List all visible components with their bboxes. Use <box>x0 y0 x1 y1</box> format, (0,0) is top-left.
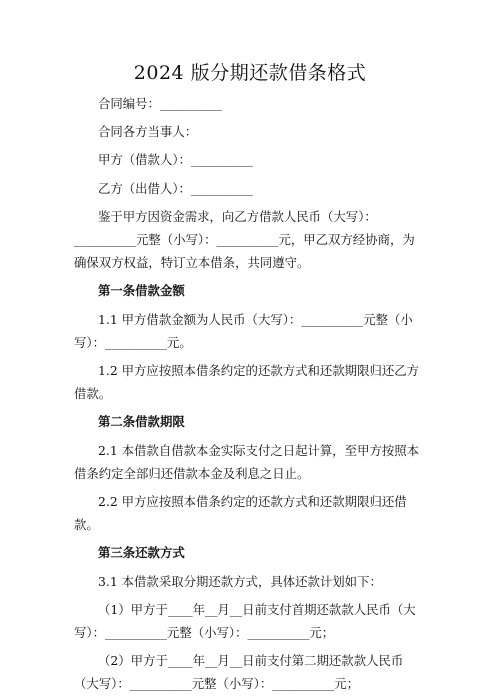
installment-1: （1）甲方于____年__月__日前支付首期还款款人民币（大写）：__________元整（小写）：__________元； <box>74 601 416 641</box>
clause-3-1: 3.1 本借款采取分期还款方式，具体还款计划如下： <box>98 573 382 589</box>
parties-heading: 合同各方当事人： <box>98 124 198 140</box>
contract-number-line: 合同编号：__________ <box>98 96 222 111</box>
section-1-heading: 第一条借款金额 <box>98 283 185 299</box>
document-title: 2024 版分期还款借条格式 <box>133 62 367 84</box>
clause-1-1: 1.1 甲方借款金额为人民币（大写）：__________元整（小写）：__________元。 <box>74 311 413 350</box>
clause-2-2: 2.2 甲方应按照本借条约定的还款方式和还款期限归还借款。 <box>74 494 407 533</box>
installment-2: （2）甲方于____年__月__日前支付第二期还款款人民币（大写）：__________元整（小写）：__________元； <box>74 653 404 692</box>
clause-1-2: 1.2 甲方应按照本借条约定的还款方式和还款期限归还乙方借款。 <box>74 363 420 402</box>
section-3-heading: 第三条还款方式 <box>98 545 185 561</box>
party-a-line: 甲方（借款人）：__________ <box>98 152 253 168</box>
preamble-paragraph: 鉴于甲方因资金需求，向乙方借款人民币（大写）：__________元整（小写）：__________元，甲乙双方经协商，为确保双方权益，特订立本借条，共同遵守。 <box>74 208 415 271</box>
section-2-heading: 第二条借款期限 <box>98 414 185 430</box>
party-b-line: 乙方（出借人）：__________ <box>98 180 253 196</box>
clause-2-1: 2.1 本借款自借款本金实际支付之日起计算，至甲方按照本借条约定全部归还借款本金及利息之日止。 <box>74 442 420 481</box>
document-body <box>74 92 422 696</box>
